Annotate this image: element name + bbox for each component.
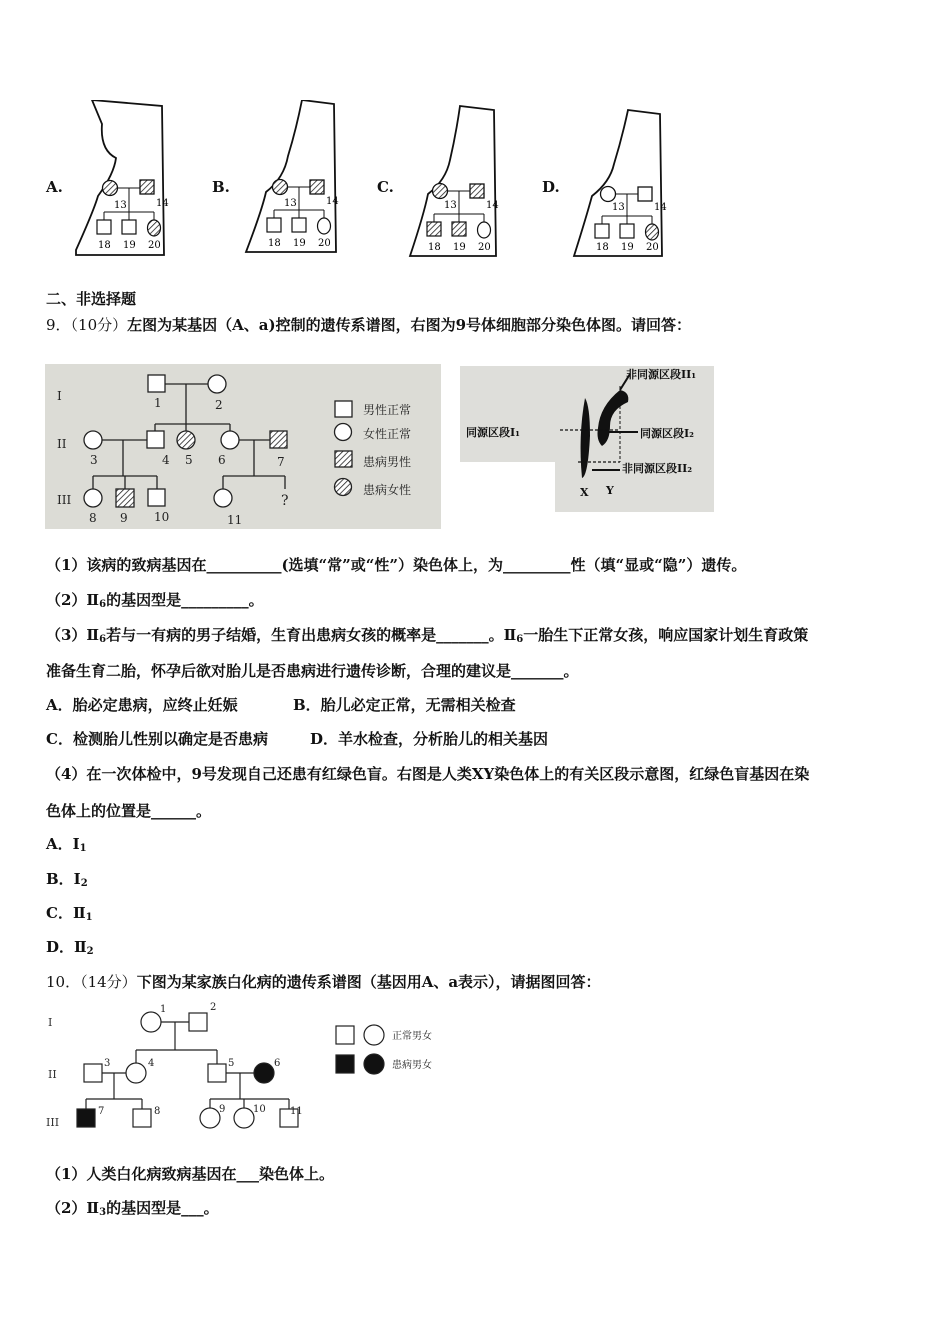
- q9-choice-c-text: C．Ⅱ: [46, 904, 86, 922]
- q10-legend-affected-female: [364, 1054, 384, 1074]
- q10-part1: （1）人类白化病致病基因在___染色体上。: [46, 1165, 334, 1183]
- q10-legend-affected-male: [336, 1055, 354, 1073]
- section-title: 二、非选择题: [46, 290, 137, 308]
- q10-num-4: 4: [148, 1058, 155, 1069]
- num-14: 14: [654, 202, 667, 213]
- option-d-label: D.: [542, 178, 560, 196]
- num-18: 18: [596, 242, 609, 253]
- q9-choice-a: [46, 833, 87, 854]
- q9-part4: （4）在一次体检中，9号发现自己还患有红绿色盲。右图是人类XY染色体上的有关区段示意图，红绿色盲基因在染: [46, 765, 810, 783]
- num-19: 19: [453, 242, 466, 253]
- option-a-pedigree: [74, 100, 174, 260]
- q9-part3-sub1: 6: [99, 634, 107, 645]
- q10-legend-normal-female: [364, 1025, 384, 1045]
- q9-chromosome-figure: [460, 366, 714, 512]
- q10-num-5: 5: [228, 1058, 235, 1069]
- q10-num-11: 11: [290, 1106, 303, 1117]
- q9-part3-line2: 准备生育二胎，怀孕后欲对胎儿是否患病进行遗传诊断，合理的建议是_______。: [46, 662, 579, 680]
- node-13: [273, 180, 288, 195]
- q10-node-3: [84, 1064, 102, 1082]
- q10-gen-III: III: [46, 1116, 60, 1129]
- q10-part2-b: 的基因型是___。: [106, 1199, 219, 1217]
- q9-unknown: ?: [281, 493, 289, 509]
- q9-part3: [46, 624, 808, 645]
- q10-node-10: [234, 1108, 254, 1128]
- num-20: 20: [646, 242, 659, 253]
- num-20: 20: [318, 238, 331, 249]
- q9-choice-d: [46, 936, 94, 957]
- q9-choice-b-sub: 2: [80, 878, 88, 889]
- num-13: 13: [612, 202, 625, 213]
- q9-node-5: [177, 431, 195, 449]
- q10-node-6: [254, 1063, 274, 1083]
- num-18: 18: [98, 240, 111, 251]
- q9-part1: （1）该病的致病基因在__________(选填“常”或“性”）染色体上，为_________性（填“显或“隐”）遗传。: [46, 556, 747, 574]
- q10-num-3: 3: [104, 1058, 111, 1069]
- q9-stem-text: 左图为某基因（A、a)控制的遗传系谱图，右图为9号体细胞部分染色体图。请回答：: [127, 316, 692, 334]
- num-13: 13: [444, 200, 457, 211]
- q10-node-8: [133, 1109, 151, 1127]
- q10-num-7: 7: [98, 1106, 105, 1117]
- q9-part2-sub: 6: [99, 599, 107, 610]
- q9-num-8: 8: [89, 511, 97, 525]
- option-c-label: C.: [377, 178, 394, 196]
- gen-III: III: [57, 493, 72, 507]
- q10-legend-affected-label: 患病男女: [392, 1060, 432, 1071]
- q9-node-10: [148, 489, 165, 506]
- q9-num-5: 5: [185, 453, 193, 467]
- q9-choice-b: [46, 868, 88, 889]
- q9-num-10: 10: [154, 510, 170, 524]
- num-13: 13: [114, 200, 127, 211]
- q9-node-8: [84, 489, 102, 507]
- num-19: 19: [123, 240, 136, 251]
- q9-choice-d-text: D．Ⅱ: [46, 938, 87, 956]
- node-19: [620, 224, 634, 238]
- node-14: [310, 180, 324, 194]
- q10-gen-II: II: [48, 1068, 57, 1081]
- q9-num-11: 11: [227, 513, 243, 527]
- q9-part2-a: （2）Ⅱ: [46, 591, 100, 609]
- q9-part4-line2: 色体上的位置是______。: [46, 802, 212, 820]
- node-19: [292, 218, 306, 232]
- q10-legend-normal-male: [336, 1026, 354, 1044]
- q9-option-a: A．胎必定患病，应终止妊娠: [46, 696, 238, 714]
- num-13: 13: [284, 198, 297, 209]
- legend-affected-female-label: 患病女性: [363, 483, 412, 497]
- node-19: [122, 220, 136, 234]
- q9-choice-c-sub: 1: [85, 912, 93, 923]
- node-20: [478, 222, 491, 238]
- q10-legend-normal-label: 正常男女: [392, 1031, 432, 1042]
- q9-node-9: [116, 489, 134, 507]
- q10-gen-I: I: [48, 1016, 53, 1029]
- q10-num-6: 6: [274, 1058, 281, 1069]
- q10-part2-sub: 3: [99, 1207, 107, 1218]
- legend-affected-male: [335, 451, 352, 467]
- node-20: [318, 218, 331, 234]
- node-18: [427, 222, 441, 236]
- num-18: 18: [428, 242, 441, 253]
- q9-num-7: 7: [277, 455, 285, 469]
- node-14: [470, 184, 484, 198]
- q10-num-1: 1: [160, 1004, 167, 1015]
- node-14: [140, 180, 154, 194]
- q9-node-1: [148, 375, 165, 392]
- q10-number: 10．: [46, 973, 81, 991]
- node-20: [148, 220, 161, 236]
- q9-option-b: B．胎儿必定正常，无需相关检查: [293, 696, 516, 714]
- q9-score: （10分）: [70, 316, 128, 334]
- legend-normal-female-label: 女性正常: [363, 427, 412, 441]
- q9-part3-b: 若与一有病的男子结婚，生育出患病女孩的概率是_______。Ⅱ: [106, 626, 517, 644]
- q9-part2-b: 的基因型是_________。: [106, 591, 264, 609]
- q9-node-6: [221, 431, 239, 449]
- option-a-label: A.: [46, 178, 63, 196]
- q9-option-c: C．检测胎儿性别以确定是否患病: [46, 730, 268, 748]
- option-c-pedigree: [408, 104, 508, 264]
- q9-option-d: D．羊水检查，分析胎儿的相关基因: [310, 730, 549, 748]
- node-13: [601, 187, 616, 202]
- legend-normal-male: [335, 401, 352, 417]
- q9-node-7: [270, 431, 287, 448]
- legend-affected-female: [335, 479, 352, 496]
- node-13: [433, 184, 448, 199]
- q9-node-3: [84, 431, 102, 449]
- q9-num-3: 3: [90, 453, 98, 467]
- legend-normal-male-label: 男性正常: [363, 403, 412, 417]
- q9-pedigree: [45, 364, 441, 529]
- option-b-label: B.: [212, 178, 230, 196]
- q9-stem: [46, 314, 691, 335]
- num-19: 19: [621, 242, 634, 253]
- q9-node-11: [214, 489, 232, 507]
- q9-part2: [46, 589, 264, 610]
- q9-node-2: [208, 375, 226, 393]
- node-18: [97, 220, 111, 234]
- q10-num-10: 10: [253, 1104, 266, 1115]
- q9-part3-sub2: 6: [516, 634, 524, 645]
- q10-node-9: [200, 1108, 220, 1128]
- q10-node-7: [77, 1109, 95, 1127]
- x-label: X: [580, 486, 589, 499]
- num-20: 20: [148, 240, 161, 251]
- q10-node-1: [141, 1012, 161, 1032]
- q10-score: （14分）: [80, 973, 137, 991]
- legend-normal-female: [335, 424, 352, 441]
- node-20: [646, 224, 659, 240]
- q9-choice-a-sub: 1: [79, 843, 87, 854]
- y-label: Y: [606, 484, 614, 497]
- num-14: 14: [156, 198, 169, 209]
- q10-num-8: 8: [154, 1106, 161, 1117]
- q9-choice-b-text: B．I: [46, 870, 81, 888]
- q9-number: 9．: [46, 316, 71, 334]
- node-18: [267, 218, 281, 232]
- q10-num-9: 9: [219, 1104, 226, 1115]
- q9-part3-a: （3）Ⅱ: [46, 626, 100, 644]
- q10-part2-a: （2）Ⅱ: [46, 1199, 100, 1217]
- num-18: 18: [268, 238, 281, 249]
- q9-num-4: 4: [162, 453, 170, 467]
- num-20: 20: [478, 242, 491, 253]
- option-b-pedigree: [244, 100, 344, 260]
- region-II2-label: 非同源区段II₂: [622, 462, 693, 475]
- q10-stem: [46, 971, 601, 992]
- q9-choice-a-text: A．I: [46, 835, 80, 853]
- gen-I: I: [57, 389, 62, 403]
- q10-pedigree: [44, 1002, 454, 1136]
- q10-num-2: 2: [210, 1002, 217, 1013]
- region-I1-label: 同源区段I₁: [466, 426, 520, 439]
- region-II1-label: 非同源区段II₁: [626, 368, 697, 381]
- node-14: [638, 187, 652, 201]
- q9-choice-d-sub: 2: [86, 946, 94, 957]
- q9-node-4: [147, 431, 164, 448]
- q9-num-9: 9: [120, 511, 128, 525]
- q10-node-5: [208, 1064, 226, 1082]
- gen-II: II: [57, 437, 67, 451]
- q9-part3-c: 一胎生下正常女孩，响应国家计划生育政策: [523, 626, 809, 644]
- q9-num-2: 2: [215, 398, 223, 412]
- q10-part2: [46, 1197, 219, 1218]
- node-19: [452, 222, 466, 236]
- q9-num-1: 1: [154, 396, 162, 410]
- num-14: 14: [486, 200, 499, 211]
- q9-num-6: 6: [218, 453, 226, 467]
- q10-stem-text: 下图为某家族白化病的遗传系谱图（基因用A、a表示），请据图回答：: [136, 973, 601, 991]
- node-18: [595, 224, 609, 238]
- region-I2-label: 同源区段I₂: [640, 427, 694, 440]
- q9-choice-c: [46, 902, 93, 923]
- q10-node-2: [189, 1013, 207, 1031]
- legend-affected-male-label: 患病男性: [363, 455, 412, 469]
- q10-node-4: [126, 1063, 146, 1083]
- num-14: 14: [326, 196, 339, 207]
- option-d-pedigree: [572, 108, 672, 263]
- num-19: 19: [293, 238, 306, 249]
- node-13: [103, 181, 118, 196]
